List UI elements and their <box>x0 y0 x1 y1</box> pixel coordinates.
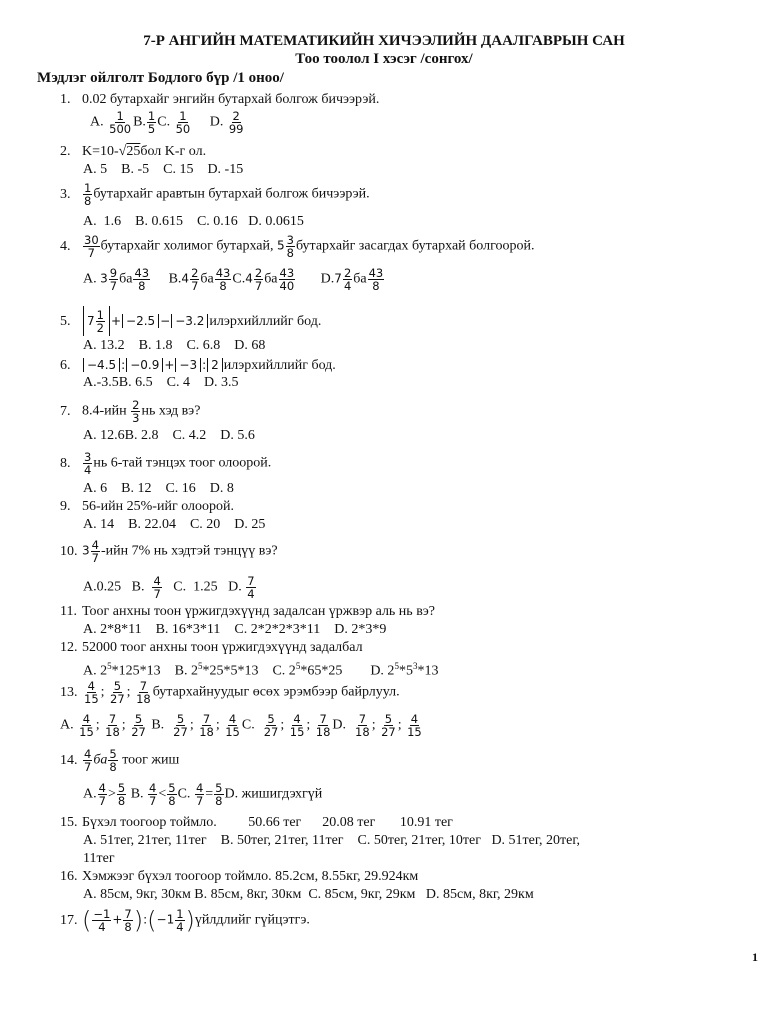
question-11: 11. Тоог анхны тоон үржигдэхүүнд задалсан үржвэр аль нь вэ? <box>60 604 436 619</box>
question-5: 5. 7 $\frac{1}{2}$ + −2.5 − −3.2 илэрхийллийг бод. <box>60 308 322 335</box>
question-11-options: A. 2*8*11 B. 16*3*11 C. 2*2*2*3*11 D. 2*3*9 <box>83 622 387 637</box>
question-14: 14. $\frac{4}{7}$ ба $\frac{5}{8}$ тоог жиш <box>60 747 180 774</box>
section-heading: Мэдлэг ойлголт Бодлого бүр /1 оноо/ <box>37 70 284 86</box>
question-4: 4. $\frac{30}{7}$ бутархайг холимог бутархай, 5 $\frac{3}{8}$ бутархайг засагдах бутархай болгоорой. <box>60 233 535 260</box>
question-10: 10. 3 $\frac{4}{7}$ -ийн 7% нь хэдтэй тэнцүү вэ? <box>60 538 278 565</box>
question-16-options: A. 85см, 9кг, 30км B. 85см, 8кг, 30км C. 85см, 9кг, 29км D. 85см, 8кг, 29км <box>83 887 534 902</box>
document-subtitle: Тоо тоолол I хэсэг /сонгох/ <box>295 51 473 67</box>
question-6-options: A.-3.5B. 6.5 C. 4 D. 3.5 <box>83 375 239 390</box>
question-text: 0.02 бутархайг энгийн бутархай болгож бичээрэй. <box>82 92 380 107</box>
question-9: 9. 56-ийн 25%-ийг олоорой. <box>60 499 234 514</box>
question-4-options: A. 3 $\frac{9}{7}$ ба $\frac{43}{8}$ B.4 $\frac{2}{7}$ ба $\frac{43}{8}$ C.4 $\frac{2}{7}$ ба $\frac{43}{40}$ D.7 $\frac{2}{4}$ ба $\frac{43}{8}$ <box>83 266 384 293</box>
question-1: 1. 0.02 бутархайг энгийн бутархай болгож бичээрэй. <box>60 92 380 107</box>
question-12-options: A. $2^5*125*13$ B. $2^5*25*5*13$ C. $2^5*65*25$ D. $2^5*5^3*13$ <box>83 661 439 679</box>
question-15-options: A. 51тег, 21тег, 11тег B. 50тег, 21тег, 11тег C. 50тег, 21тег, 10тег D. 51тег, 20тег, <box>83 833 581 848</box>
question-16: 16. Хэмжээг бүхэл тоогоор тоймло. 85.2см, 8.55кг, 29.924км <box>60 869 419 884</box>
question-1-options: A. $\frac{1}{500}$ B. $\frac{1}{5}$ C. $\frac{1}{50}$ D. $\frac{2}{99}$ <box>90 109 244 136</box>
question-15: 15. Бүхэл тоогоор тоймло. 50.66 тег 20.08 тег 10.91 тег <box>60 815 453 830</box>
question-2: 2. K=10-√25бол K-г ол. <box>60 144 207 159</box>
question-15-options-cont: 11тег <box>83 851 115 866</box>
question-13: 13. $\frac{4}{15}$ ; $\frac{5}{27}$ ; $\frac{7}{18}$ бутархайнуудыг өсөх эрэмбээр байрлуул. <box>60 679 400 706</box>
question-17: 17. ( $\frac{-1}{4}$ + $\frac{7}{8}$ ):(−1 $\frac{1}{4}$ )үйлдлийг гүйцэтгэ. <box>60 906 310 935</box>
question-2-options: A. 5 B. -5 C. 15 D. -15 <box>83 162 244 177</box>
question-3-options: A. 1.6 B. 0.615 C. 0.16 D. 0.0615 <box>83 214 304 229</box>
question-7: 7. 8.4-ийн $\frac{2}{3}$ нь хэд вэ? <box>60 398 201 425</box>
question-3: 3. $\frac{1}{8}$ бутархайг аравтын бутархай болгож бичээрэй. <box>60 181 370 208</box>
question-14-options: A. $\frac{4}{7}$ > $\frac{5}{8}$ B. $\frac{4}{7}$ < $\frac{5}{8}$ C. $\frac{4}{7}$ = $\frac{5}{8}$ D. жишигдэхгүй <box>83 781 323 808</box>
question-6: 6. −4.5 : −0.9 + −3 : 2 илэрхийллийг бод. <box>60 358 336 373</box>
question-10-options: A.0.25 B. $\frac{4}{7}$ C. 1.25 D. $\frac{7}{4}$ <box>83 574 255 601</box>
question-8-options: A. 6 B. 12 C. 16 D. 8 <box>83 481 234 496</box>
document-title: 7-Р АНГИЙН МАТЕМАТИКИЙН ХИЧЭЭЛИЙН ДААЛГАВРЫН САН <box>143 33 625 49</box>
page-number: 1 <box>752 950 758 964</box>
question-9-options: A. 14 B. 22.04 C. 20 D. 25 <box>83 517 266 532</box>
question-7-options: A. 12.6B. 2.8 C. 4.2 D. 5.6 <box>83 428 255 443</box>
question-8: 8. $\frac{3}{4}$ нь 6-тай тэнцэх тоог олоорой. <box>60 450 272 477</box>
question-12: 12. 52000 тоог анхны тоон үржигдэхүүнд задалбал <box>60 640 363 655</box>
question-5-options: A. 13.2 B. 1.8 C. 6.8 D. 68 <box>83 338 266 353</box>
question-13-options: A. $\frac{4}{15}$ ; $\frac{7}{18}$ ; $\frac{5}{27}$ B. $\frac{5}{27}$ ; $\frac{7}{18}$ ; $\frac{4}{15}$ C. $\frac{5}{27}$ ; $\frac{4}{15}$ ; $\frac{7}{18}$ D. $\frac{7}{18}$ ; $\frac{5}{27}$ ; $\frac{4}{15}$ <box>60 712 422 739</box>
